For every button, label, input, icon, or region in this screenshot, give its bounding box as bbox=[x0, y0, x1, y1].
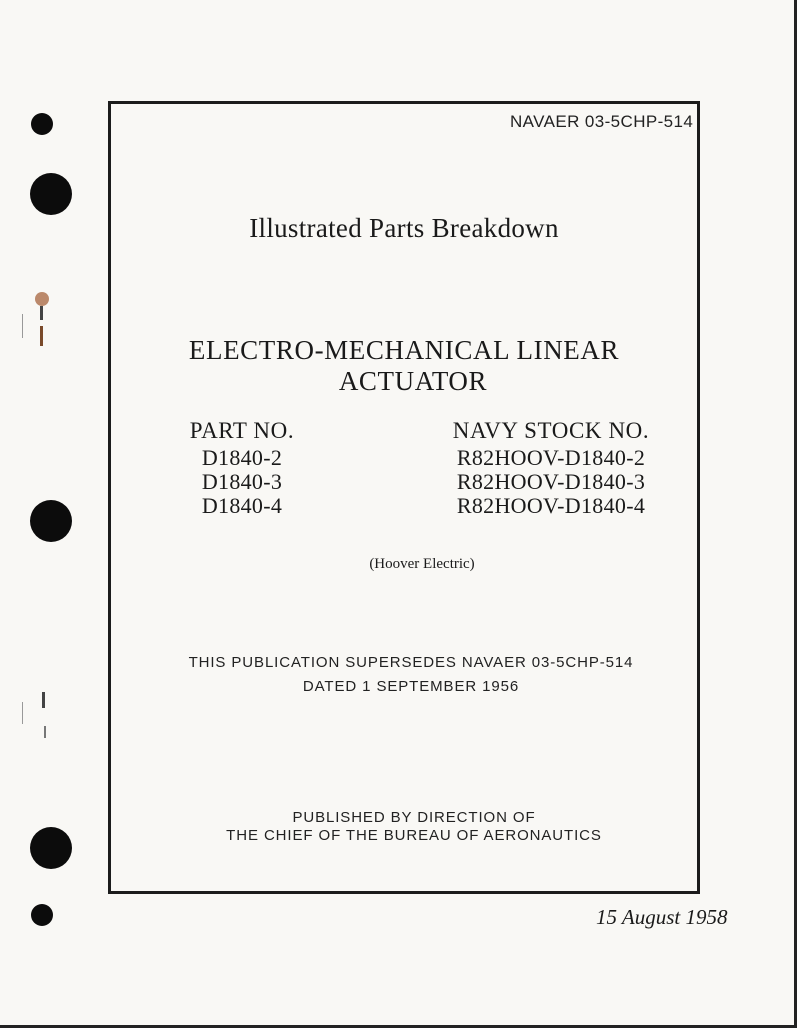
published-line-1: PUBLISHED BY DIRECTION OF bbox=[292, 809, 536, 826]
navy-stock-header: NAVY STOCK NO. bbox=[452, 418, 650, 443]
binder-hole-4 bbox=[30, 827, 72, 869]
navy-stock-number: R82HOOV-D1840-4 bbox=[456, 493, 646, 518]
manufacturer: (Hoover Electric) bbox=[369, 556, 475, 572]
margin-mark-1 bbox=[40, 306, 43, 320]
rust-stain bbox=[35, 292, 49, 306]
part-number-header: PART NO. bbox=[189, 418, 295, 443]
margin-mark-5 bbox=[44, 726, 46, 738]
subject-line-2: ACTUATOR bbox=[338, 366, 488, 396]
binder-hole-3 bbox=[30, 500, 72, 542]
subject-line-1: ELECTRO-MECHANICAL LINEAR bbox=[188, 335, 620, 365]
navy-stock-number: R82HOOV-D1840-2 bbox=[456, 445, 646, 470]
published-line-2: THE CHIEF OF THE BUREAU OF AERONAUTICS bbox=[226, 827, 602, 844]
binder-hole-2 bbox=[30, 173, 72, 215]
margin-mark-3 bbox=[22, 314, 23, 338]
part-number: D1840-2 bbox=[201, 445, 283, 470]
part-number: D1840-3 bbox=[201, 469, 283, 494]
part-number: D1840-4 bbox=[201, 493, 283, 518]
binder-hole-5 bbox=[31, 904, 53, 926]
margin-mark-2 bbox=[40, 326, 43, 346]
margin-mark-4 bbox=[42, 692, 45, 708]
navy-stock-column bbox=[440, 418, 662, 518]
publication-date: 15 August 1958 bbox=[596, 905, 728, 929]
supersedes-line-2: DATED 1 SEPTEMBER 1956 bbox=[302, 678, 520, 695]
supersedes-line-1: THIS PUBLICATION SUPERSEDES NAVAER 03-5CHP-514 bbox=[188, 654, 634, 671]
document-title: Illustrated Parts Breakdown bbox=[249, 213, 559, 243]
document-number: NAVAER 03-5CHP-514 bbox=[510, 112, 694, 131]
navy-stock-number: R82HOOV-D1840-3 bbox=[456, 469, 646, 494]
margin-mark-6 bbox=[22, 702, 23, 724]
part-number-column bbox=[180, 418, 304, 518]
binder-hole-1 bbox=[31, 113, 53, 135]
